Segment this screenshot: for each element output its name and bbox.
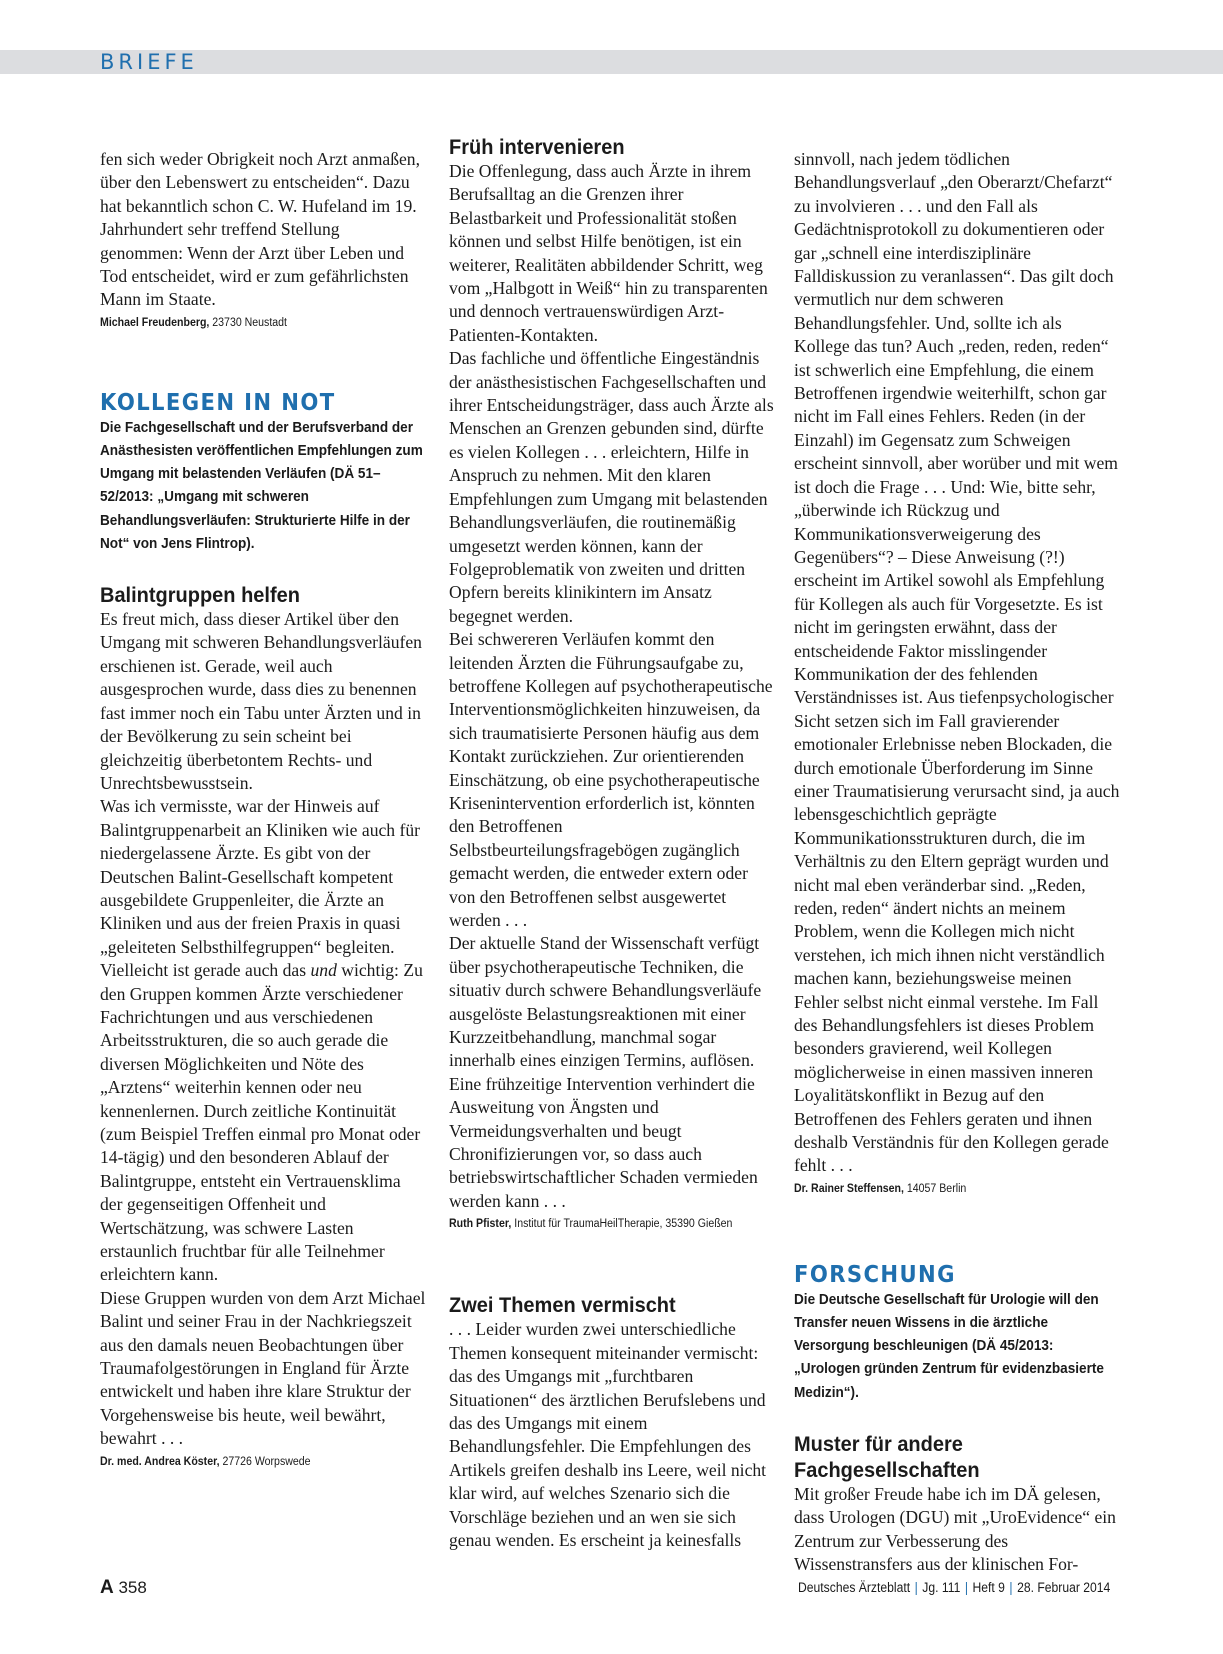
journal-issue: Heft 9	[972, 1580, 1005, 1595]
column-2	[449, 134, 775, 1552]
letter-heading: Fachgesellschaften	[794, 1457, 980, 1482]
letter-signature	[794, 1181, 1094, 1197]
letter-paragraph: Die Offenlegung, dass auch Ärzte in ihrem Berufsalltag an die Grenzen ihrer Belastbarkeit und Professionalität stoßen können und selbst Hilfe benötigen, ist ein weiterer, Realitäten abbildender Schritt, weg vom „Halbgott in Weiß“ hin zu transparenten und dennoch vertrauenswürdigen Arzt-Patienten-Kontakten.	[449, 161, 768, 345]
letter-paragraph: Eine frühzeitige Intervention verhindert die Ausweitung von Ängsten und Vermeidungsverhalten und beugt Chronifizierungen vor, so dass auch betriebswirtschaftlicher Schaden vermieden werden kann . . .	[449, 1073, 758, 1211]
section-title: FORSCHUNG	[794, 1261, 956, 1288]
letter-heading: Früh intervenieren	[449, 135, 625, 159]
footer-separator: |	[914, 1580, 918, 1595]
letter-heading: Zwei Themen vermischt	[449, 1293, 676, 1318]
letter-signature	[100, 315, 400, 331]
signature-place: 27726 Worpswede	[219, 1455, 311, 1468]
letter-paragraph: Bei schwereren Verläufen kommt den leitenden Ärzten die Führungsaufgabe zu, betroffene Kollegen auf psychotherapeutische Interventionsmöglichkeiten hinzuweisen, da sich traumatisierte Personen häufig aus dem Kontakt zurückziehen. Zur orientierenden Einschätzung, ob eine psychotherapeutische Krisenintervention erforderlich ist, könnten den Betroffenen Selbstbeurteilungsfragebögen zugänglich gemacht werden, die entweder extern oder von den Betroffenen selbst ausgewertet werden . . .	[449, 629, 773, 930]
emphasis-text: und	[310, 960, 337, 981]
letter-heading: Muster für andere	[794, 1431, 963, 1456]
journal-name: Deutsches Ärzteblatt	[798, 1580, 911, 1595]
journal-date: 28. Februar 2014	[1017, 1580, 1111, 1595]
section-lead: Die Fachgesellschaft und der Berufsverband der Anästhesisten veröffentlichen Empfehlungen zum Umgang mit belastenden Verläufen (DÄ 51–52/2013: „Umgang mit schweren Behandlungsverläufen: Strukturierte Hilfe in der Not“ von Jens Flintrop).	[100, 419, 423, 552]
signature-place: Institut für TraumaHeilTherapie, 35390 Gießen	[511, 1218, 733, 1231]
page-prefix: A	[100, 1577, 114, 1598]
letter-paragraph: Das fachliche und öffentliche Eingeständnis der anästhesistischen Fachgesellschaften und ihrer Entscheidungsträger, dass auch Ärzte als Menschen an Grenzen gebunden sind, dürfte es vielen Kollegen . . . erleichtern, Hilfe in Anspruch zu nehmen. Mit den klaren Empfehlungen zum Umgang mit belastenden Behandlungsverläufen, die routinemäßig umgesetzt werden können, kann der Folgeproblematik von zweiten und dritten Opfern bereits klinikintern im Ansatz begegnet werden.	[449, 348, 774, 626]
letter-signature	[449, 1216, 749, 1232]
signature-name: Michael Freudenberg,	[100, 316, 210, 329]
section-header-label: BRIEFE	[100, 50, 198, 74]
letter-paragraph: sinnvoll, nach jedem tödlichen Behandlungsverlauf „den Oberarzt/Chefarzt“ zu involvieren . . . und den Fall als Gedächtnisprotokoll zu dokumentieren oder gar „schnell eine interdisziplinäre Falldiskussion zu veranlassen“. Das gilt doch vermutlich nur dem schweren Behandlungsfehler. Und, sollte ich als Kollege das tun? Auch „reden, reden, reden“ ist schwerlich eine Empfehlung, die einem Betroffenen irgendwie weiterhilft, schon gar nicht im Fall eines Fehlers. Reden (in der Einzahl) im Gegensatz zum Schweigen erscheint sinnvoll, aber worüber und mit wem ist doch die Frage . . . Und: Wie, bitte sehr, „überwinde ich Rückzug und Kommunikationsverweigerung des Gegenübers“? – Diese Anweisung (?!) erscheint im Artikel sowohl als Empfehlung für Kollegen als auch für Vorgesetzte. Es ist nicht im geringsten erwähnt, dass der entscheidende Faktor misslingender Kommunikation der des fehlenden Verständnisses ist. Aus tiefenpsychologischer Sicht setzen sich im Fall gravierender emotionaler Erlebnisse neben Blockaden, die durch emotionale Überforderung im Sinne einer Traumatisierung verursacht sind, ja auch lebensgeschichtlich geprägte Kommunikationsstrukturen durch, die im Verhältnis zu den Eltern geprägt wurden und nicht mal eben veränderbar sind. „Reden, reden, reden“ ändert nichts an meinem Problem, wenn die Kollegen mich nicht verstehen, ich mich ihnen nicht verständlich machen kann, beziehungsweise meinen Fehler selbst nicht einmal verstehe. Im Fall des Behandlungsfehlers ist dieses Problem besonders gravierend, weil Kollegen möglicherweise in einen massiven inneren Loyalitätskonflikt in Bezug auf den Betroffenen des Fehlers geraten und ihnen deshalb Verständnis für den Kollegen gerade fehlt . . .	[794, 149, 1120, 1176]
letter-paragraph: Diese Gruppen wurden von dem Arzt Michael Balint und seiner Frau in der Nachkriegszeit aus den damals neuen Beobachtungen über Traumafolgestörungen in England für Ärzte entwickelt und haben ihre klare Struktur der Vorgehensweise bis heute, weil bewährt, bewahrt . . .	[100, 1287, 426, 1449]
signature-place: 23730 Neustadt	[209, 316, 288, 329]
section-title: KOLLEGEN IN NOT	[100, 389, 336, 416]
journal-volume: Jg. 111	[922, 1580, 961, 1595]
signature-place: 14057 Berlin	[903, 1182, 967, 1195]
letter-signature	[100, 1454, 400, 1470]
letter-paragraph	[100, 795, 426, 1287]
paragraph-text: wichtig: Zu den Gruppen kommen Ärzte verschiedener Fachrichtungen und aus verschiedenen Arbeitsstrukturen, die so auch gerade die diversen Möglichkeiten und Nöte des „Arztens“ weiterhin kennen oder neu kennenlernen. Durch zeitliche Kontinuität (zum Beispiel Treffen einmal pro Monat oder 14-tägig) und den besonderen Ablauf der Balintgruppe, entsteht ein Vertrauensklima der gegenseitigen Offenheit und Wertschätzung, was schwere Lasten erstaunlich fruchtbar für alle Teilnehmer erleichtern kann.	[100, 960, 423, 1285]
letter-heading: Balintgruppen helfen	[100, 583, 300, 608]
signature-name: Ruth Pfister,	[449, 1218, 512, 1231]
letter-text: fen sich weder Obrigkeit noch Arzt anmaßen, über den Lebenswert zu entscheiden“. Dazu hat bekanntlich schon C. W. Hufeland im 19. Jahrhundert sehr treffend Stellung genommen: Wenn der Arzt über Leben und Tod entscheidet, wird er zum gefährlichsten Mann im Staate.	[100, 149, 420, 310]
paragraph-text: Was ich vermisste, war der Hinweis auf Balintgruppenarbeit an Kliniken wie auch für niedergelassene Ärzte. Es gibt von der Deutschen Balint-Gesellschaft kompetent ausgebildete Gruppenleiter, die Ärzte an Kliniken und aus der freien Praxis in quasi „geleiteten Selbsthilfegruppen“ begleiten. Vielleicht ist gerade auch das	[100, 796, 421, 981]
letter-paragraph: . . . Leider wurden zwei unterschiedliche Themen konsequent miteinander vermischt: das des Umgangs mit „furchtbaren Situationen“ des ärztlichen Berufslebens und das des Umgangs mit einem Behandlungsfehler. Die Empfehlungen des Artikels greifen deshalb ins Leere, weil nicht klar wird, auf welches Szenario sich die Vorschläge beziehen und an wen sie sich genau wenden. Es erscheint ja keinesfalls	[449, 1319, 767, 1550]
section-lead: Die Deutsche Gesellschaft für Urologie will den Transfer neuen Wissens in die ärztliche Versorgung beschleunigen (DÄ 45/2013: „Urologen gründen Zentrum für evidenzbasierte Medizin“).	[794, 1291, 1104, 1401]
letter-paragraph: Der aktuelle Stand der Wissenschaft verfügt über psychotherapeutische Techniken, die situativ durch schwere Behandlungsverläufe ausgelöste Belastungsreaktionen mit einer Kurzzeitbehandlung, manchmal sogar innerhalb eines einzigen Termins, auflösen.	[449, 933, 762, 1071]
footer-separator: |	[1009, 1580, 1013, 1595]
letter-paragraph: Mit großer Freude habe ich im DÄ gelesen, dass Urologen (DGU) mit „UroEvidence“ ein Zentrum zur Verbesserung des Wissenstransfers aus der klinischen For-	[794, 1483, 1116, 1575]
page-number	[100, 1577, 147, 1599]
signature-name: Dr. med. Andrea Köster,	[100, 1455, 220, 1468]
signature-name: Dr. Rainer Steffensen,	[794, 1182, 904, 1195]
page-number-value: 358	[118, 1578, 147, 1597]
column-1	[100, 148, 426, 1470]
footer-separator: |	[964, 1580, 968, 1595]
letter-paragraph: Es freut mich, dass dieser Artikel über den Umgang mit schweren Behandlungsverläufen erschienen ist. Gerade, weil auch ausgesprochen wurde, dass dies zu benennen fast immer noch ein Tabu unter Ärzten und in der Bevölkerung zu sein scheint bei gleichzeitig überbetontem Rechts- und Unrechtsbewusstsein.	[100, 609, 422, 793]
column-3	[794, 148, 1120, 1577]
journal-footer	[798, 1580, 1110, 1595]
